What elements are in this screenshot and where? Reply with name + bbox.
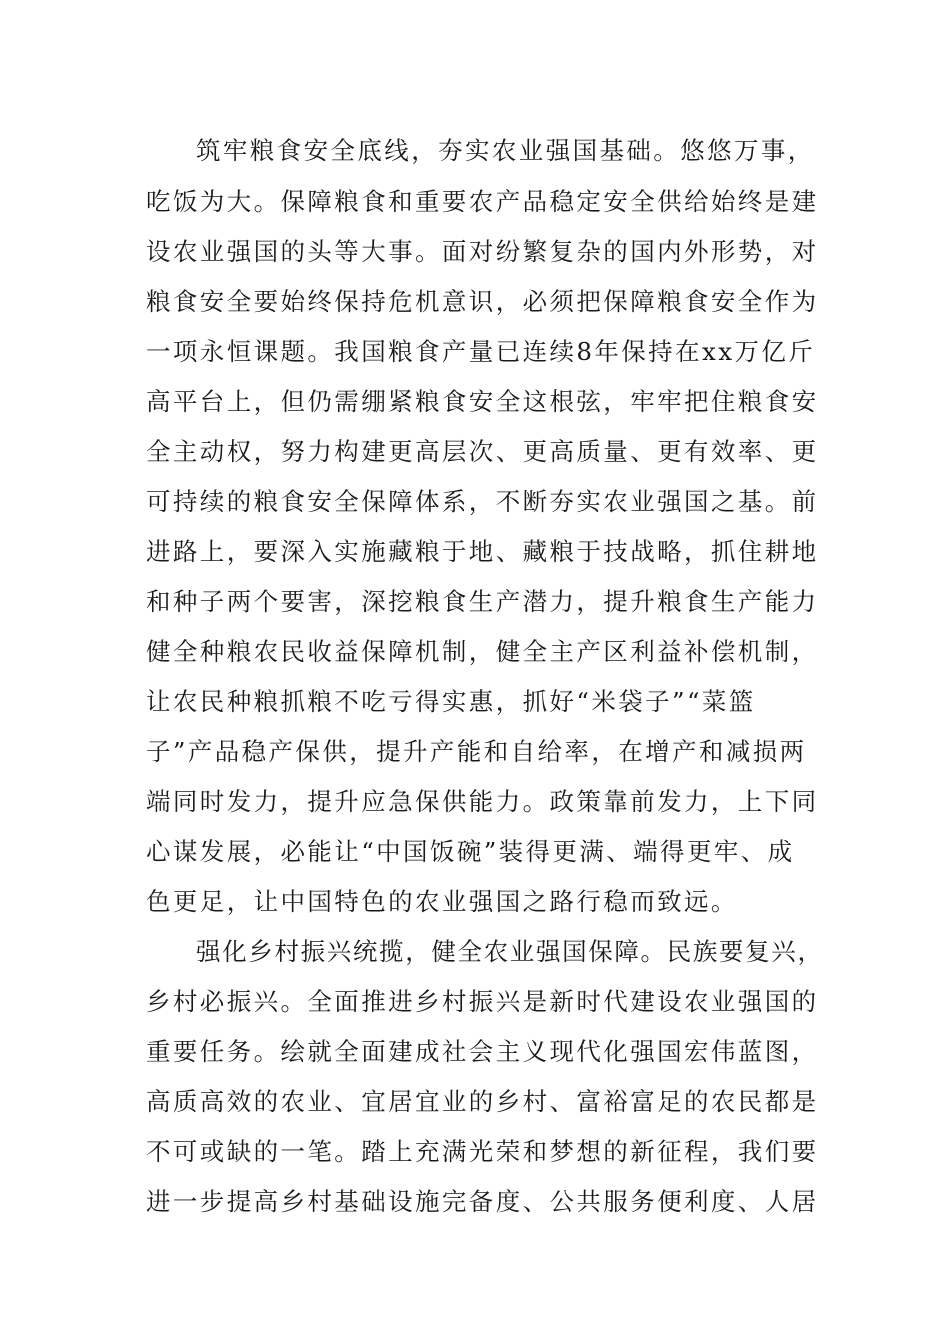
paragraph-1-line-5: 一项永恒课题。我国粮食产量已连续8年保持在xx万亿斤 [146,337,816,366]
paragraph-1-line-14: 端同时发力，提升应急保供能力。政策靠前发力，上下同 [146,787,819,816]
paragraph-1-line-1: 筑牢粮食安全底线，夯实农业强国基础。悠悠万事， [196,136,815,165]
paragraph-1-line-15: 心谋发展，必能让“中国饭碗”装得更满、端得更牢、成 [146,837,795,866]
paragraph-1-line-12: 让农民种粮抓粮不吃亏得实惠，抓好“米袋子”“菜篮 [146,687,756,716]
paragraph-2-line-4: 高质高效的农业、宜居宜业的乡村、富裕富足的农民都是 [146,1087,819,1116]
paragraph-2-line-2: 乡村必振兴。全面推进乡村振兴是新时代建设农业强国的 [146,987,819,1016]
paragraph-2-line-6: 进一步提高乡村基础设施完备度、公共服务便利度、人居 [146,1187,819,1216]
paragraph-1-line-7: 全主动权，努力构建更高层次、更高质量、更有效率、更 [146,437,819,466]
paragraph-2-line-3: 重要任务。绘就全面建成社会主义现代化强国宏伟蓝图， [146,1037,819,1066]
paragraph-1-line-6: 高平台上，但仍需绷紧粮食安全这根弦，牢牢把住粮食安 [146,387,819,416]
paragraph-1-line-11: 健全种粮农民收益保障机制，健全主产区利益补偿机制， [146,637,819,666]
paragraph-2-line-5: 不可或缺的一笔。踏上充满光荣和梦想的新征程，我们要 [146,1137,819,1166]
paragraph-1-line-13: 子”产品稳产保供，提升产能和自给率，在增产和减损两 [146,737,807,766]
paragraph-1-line-4: 粮食安全要始终保持危机意识，必须把保障粮食安全作为 [146,287,819,316]
paragraph-1-line-2: 吃饭为大。保障粮食和重要农产品稳定安全供给始终是建 [146,187,819,216]
paragraph-1-line-10: 和种子两个要害，深挖粮食生产潜力，提升粮食生产能力 [146,587,819,616]
paragraph-1-line-3: 设农业强国的头等大事。面对纷繁复杂的国内外形势，对 [146,237,819,266]
paragraph-2-line-1: 强化乡村振兴统揽，健全农业强国保障。民族要复兴， [196,937,824,966]
paragraph-1-line-16: 色更足，让中国特色的农业强国之路行稳而致远。 [146,887,738,916]
paragraph-1-line-9: 进路上，要深入实施藏粮于地、藏粮于技战略，抓住耕地 [146,537,819,566]
paragraph-1-line-8: 可持续的粮食安全保障体系，不断夯实农业强国之基。前 [146,487,819,516]
